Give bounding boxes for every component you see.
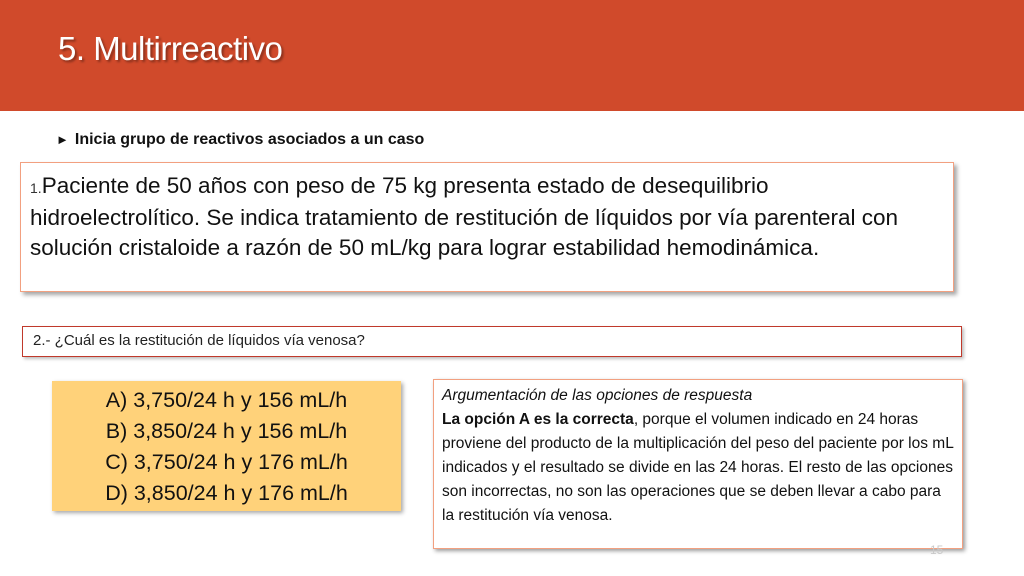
- question-text: 2.- ¿Cuál es la restitución de líquidos vía venosa?: [33, 332, 365, 349]
- argument-body: [442, 408, 954, 528]
- question-box: [22, 326, 962, 357]
- subtitle-text: Inicia grupo de reactivos asociados a un caso: [74, 131, 425, 148]
- argument-box: [433, 379, 963, 549]
- slide-title: 5. Multirreactivo: [58, 30, 283, 67]
- option-c: C) 3,750/24 h y 176 mL/h: [105, 450, 348, 474]
- title-bar: [0, 0, 1024, 111]
- answer-options: [52, 381, 401, 511]
- page-number: 15: [930, 543, 944, 557]
- option-b: B) 3,850/24 h y 156 mL/h: [105, 419, 348, 443]
- arrow-bullet-icon: ►: [56, 132, 69, 147]
- option-d: D) 3,850/24 h y 176 mL/h: [105, 481, 348, 505]
- case-number: 1.: [30, 180, 42, 196]
- section-subtitle: [56, 131, 424, 149]
- option-a: A) 3,750/24 h y 156 mL/h: [105, 388, 348, 412]
- case-text: Paciente de 50 años con peso de 75 kg presenta estado de desequilibrio hidroelectrolítico. Se indica tratamiento de restitución de líquidos por vía parenteral con solución cristaloide a razón de 50 mL/kg para lograr estabilidad hemodinámica.: [30, 173, 898, 260]
- argument-lead: La opción A es la correcta: [442, 411, 634, 428]
- argument-text: , porque el volumen indicado en 24 horas proviene del producto de la multiplicación del peso del paciente por los mL indicados y el resultado se divide en las 24 horas. El resto de las opciones son incorrectas, no son las operaciones que se deben llevar a cabo para la restitución vía venosa.: [442, 411, 954, 524]
- argument-heading: Argumentación de las opciones de respuesta: [442, 387, 753, 404]
- case-box: [20, 162, 954, 292]
